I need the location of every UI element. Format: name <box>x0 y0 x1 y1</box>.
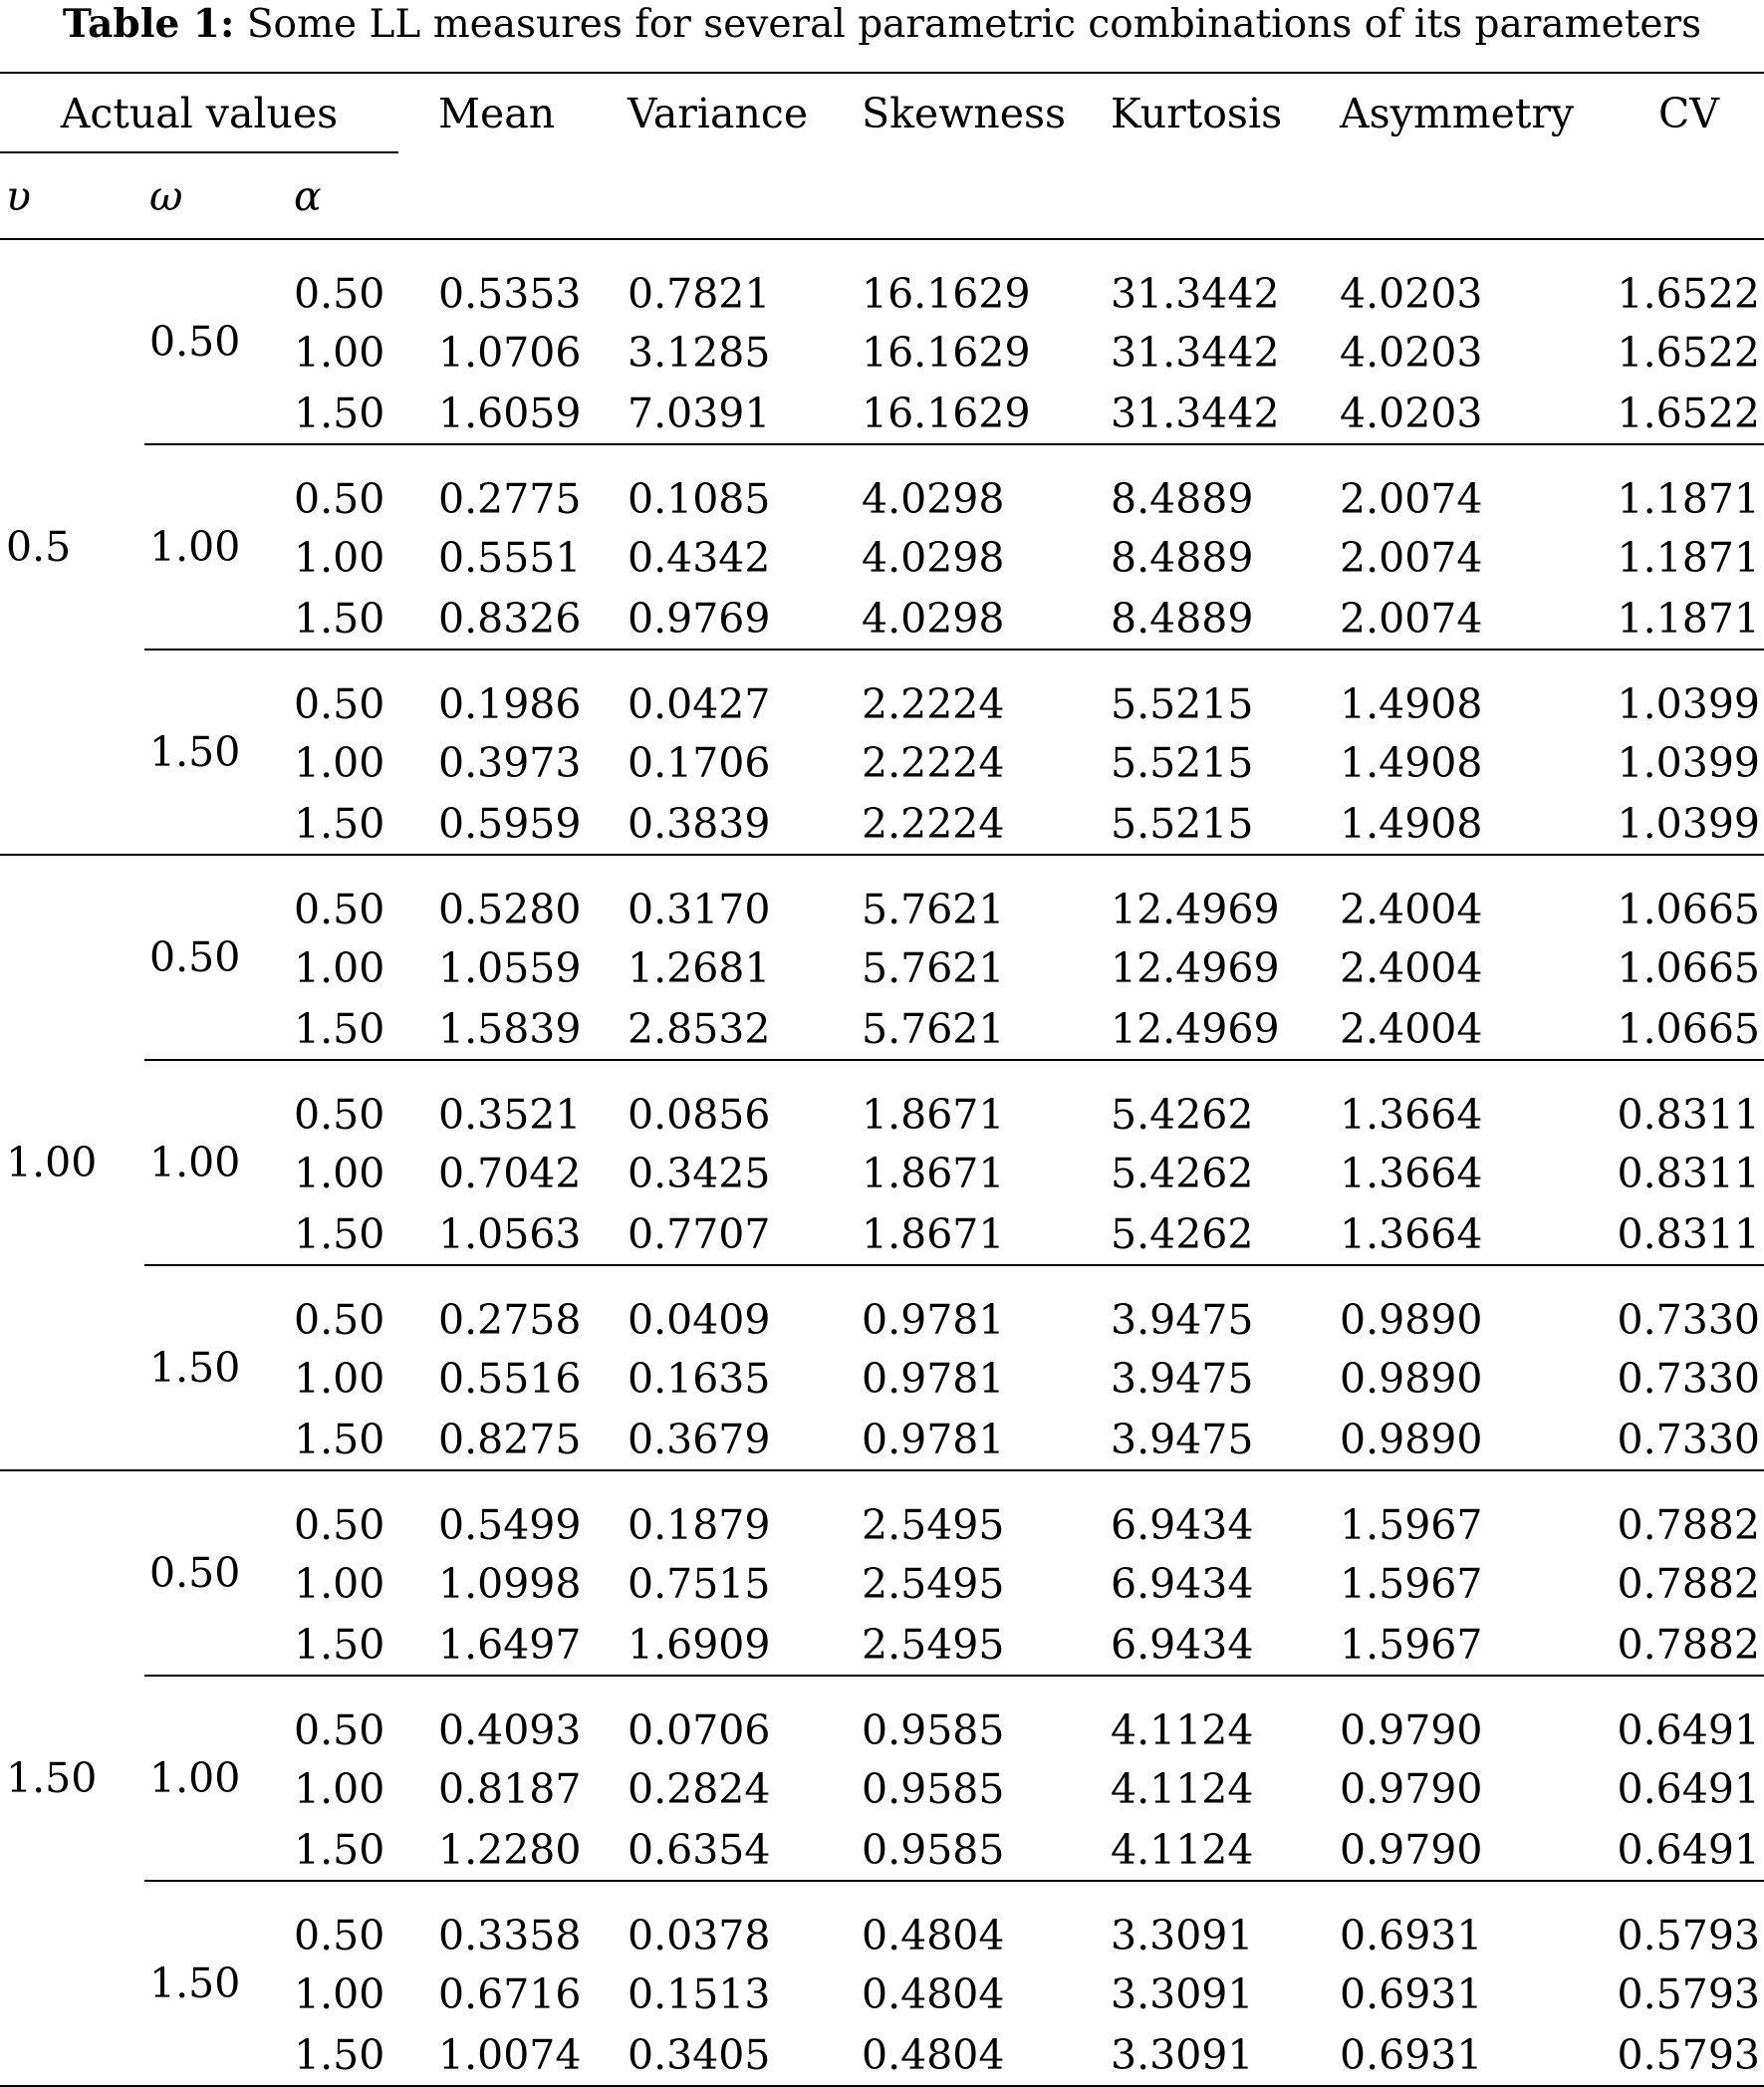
table-row <box>0 444 1764 527</box>
table-row <box>0 1676 1764 1758</box>
omega-cell: 1.50 <box>144 650 294 855</box>
header-omega: ω <box>149 171 183 220</box>
alpha-cell: 0.50 <box>294 855 438 937</box>
alpha-cell: 1.50 <box>294 1004 385 1053</box>
kurtosis-cell: 8.4889 <box>1111 594 1254 643</box>
header-upsilon: υ <box>6 171 31 220</box>
cv-cell: 0.6491 <box>1617 1764 1761 1813</box>
skewness-cell: 5.7621 <box>862 943 1005 992</box>
variance-cell: 7.0391 <box>628 389 771 437</box>
table-body <box>0 239 1764 2086</box>
alpha-cell: 1.50 <box>294 799 385 848</box>
skewness-cell: 5.7621 <box>862 855 1111 937</box>
kurtosis-cell: 8.4889 <box>1111 444 1340 527</box>
variance-cell: 0.3425 <box>628 1149 771 1197</box>
cv-cell: 0.7882 <box>1617 1620 1761 1669</box>
alpha-cell: 1.50 <box>294 1825 385 1874</box>
kurtosis-cell: 5.4262 <box>1111 1209 1254 1258</box>
alpha-cell: 1.00 <box>294 328 385 377</box>
alpha-cell: 1.00 <box>294 943 385 992</box>
skewness-cell: 2.5495 <box>862 1559 1005 1608</box>
variance-cell: 0.1635 <box>628 1354 771 1403</box>
mean-cell: 0.5959 <box>438 799 582 848</box>
variance-cell: 1.6909 <box>628 1620 771 1669</box>
cv-cell: 0.7882 <box>1609 1470 1764 1553</box>
asymmetry-cell: 2.4004 <box>1340 855 1609 937</box>
kurtosis-cell: 3.3091 <box>1111 1881 1340 1963</box>
asymmetry-cell: 1.4908 <box>1340 650 1609 732</box>
mean-cell: 0.2775 <box>438 444 628 527</box>
header-alpha: α <box>294 171 322 220</box>
mean-cell: 0.5516 <box>438 1354 582 1403</box>
measures-table <box>0 72 1764 2087</box>
cv-cell: 0.8311 <box>1617 1209 1761 1258</box>
skewness-cell: 16.1629 <box>862 389 1031 437</box>
header-row-measures <box>0 73 1764 153</box>
kurtosis-cell: 12.4969 <box>1111 855 1340 937</box>
variance-cell: 0.1085 <box>628 444 862 527</box>
variance-cell: 0.7821 <box>628 239 862 322</box>
asymmetry-cell: 1.3664 <box>1340 1209 1483 1258</box>
cv-cell: 1.1871 <box>1617 594 1761 643</box>
variance-cell: 0.4342 <box>628 533 771 582</box>
cv-cell: 0.6491 <box>1617 1825 1761 1874</box>
header-cv: CV <box>1609 73 1764 153</box>
asymmetry-cell: 1.4908 <box>1340 738 1483 787</box>
skewness-cell: 0.9781 <box>862 1265 1111 1348</box>
kurtosis-cell: 31.3442 <box>1111 239 1340 322</box>
cv-cell: 1.0665 <box>1617 943 1761 992</box>
asymmetry-cell: 0.9890 <box>1340 1265 1609 1348</box>
table-row <box>0 1881 1764 1963</box>
alpha-cell: 1.00 <box>294 738 385 787</box>
cv-cell: 0.7882 <box>1617 1559 1761 1608</box>
asymmetry-cell: 1.3664 <box>1340 1060 1609 1143</box>
asymmetry-cell: 0.9890 <box>1340 1415 1483 1463</box>
table-row <box>0 1060 1764 1143</box>
kurtosis-cell: 3.9475 <box>1111 1354 1254 1403</box>
mean-cell: 0.3358 <box>438 1881 628 1963</box>
kurtosis-cell: 5.5215 <box>1111 650 1340 732</box>
upsilon-cell: 1.00 <box>0 855 144 1470</box>
asymmetry-cell: 1.4908 <box>1340 799 1483 848</box>
cv-cell: 1.6522 <box>1617 328 1761 377</box>
mean-cell: 1.2280 <box>438 1825 582 1874</box>
kurtosis-cell: 31.3442 <box>1111 389 1280 437</box>
alpha-cell: 1.00 <box>294 1354 385 1403</box>
cv-cell: 0.7330 <box>1609 1265 1764 1348</box>
omega-cell: 1.00 <box>144 444 294 650</box>
cv-cell: 1.0665 <box>1609 855 1764 937</box>
skewness-cell: 2.2224 <box>862 650 1111 732</box>
mean-cell: 1.0563 <box>438 1209 582 1258</box>
variance-cell: 2.8532 <box>628 1004 771 1053</box>
alpha-cell: 1.50 <box>294 2024 438 2086</box>
cv-cell: 1.1871 <box>1609 444 1764 527</box>
asymmetry-cell: 2.0074 <box>1340 444 1609 527</box>
skewness-cell: 0.9781 <box>862 1354 1005 1403</box>
cv-cell: 0.5793 <box>1617 1969 1761 2018</box>
kurtosis-cell: 8.4889 <box>1111 533 1254 582</box>
cv-cell: 0.6491 <box>1609 1676 1764 1758</box>
skewness-cell: 1.8671 <box>862 1060 1111 1143</box>
cv-cell: 1.0399 <box>1617 799 1761 848</box>
mean-cell: 0.8275 <box>438 1415 582 1463</box>
skewness-cell: 1.8671 <box>862 1209 1005 1258</box>
skewness-cell: 1.8671 <box>862 1149 1005 1197</box>
mean-cell: 1.6497 <box>438 1620 582 1669</box>
skewness-cell: 2.2224 <box>862 799 1005 848</box>
asymmetry-cell: 0.9790 <box>1340 1764 1483 1813</box>
skewness-cell: 0.9585 <box>862 1764 1005 1813</box>
skewness-cell: 0.9781 <box>862 1415 1005 1463</box>
actual-values-header-cell <box>0 73 438 153</box>
mean-cell: 1.0706 <box>438 328 582 377</box>
variance-cell: 0.2824 <box>628 1764 771 1813</box>
alpha-cell: 1.00 <box>294 1149 385 1197</box>
asymmetry-cell: 1.5967 <box>1340 1620 1483 1669</box>
kurtosis-cell: 6.9434 <box>1111 1470 1340 1553</box>
variance-cell: 0.3405 <box>628 2024 862 2086</box>
variance-cell: 0.0706 <box>628 1676 862 1758</box>
cv-cell: 0.7330 <box>1617 1415 1761 1463</box>
skewness-cell: 16.1629 <box>862 328 1031 377</box>
header-variance: Variance <box>628 73 862 153</box>
upsilon-cell: 1.50 <box>0 1470 144 2086</box>
mean-cell: 0.5499 <box>438 1470 628 1553</box>
alpha-cell: 1.00 <box>294 533 385 582</box>
variance-cell: 0.3839 <box>628 799 771 848</box>
variance-cell: 0.7515 <box>628 1559 771 1608</box>
variance-cell: 0.3170 <box>628 855 862 937</box>
kurtosis-cell: 12.4969 <box>1111 943 1280 992</box>
header-skewness: Skewness <box>862 73 1111 153</box>
header-row-params <box>0 153 1764 239</box>
alpha-cell: 0.50 <box>294 650 438 732</box>
skewness-cell: 0.4804 <box>862 2024 1111 2086</box>
cv-cell: 1.1871 <box>1617 533 1761 582</box>
alpha-cell: 0.50 <box>294 1676 438 1758</box>
kurtosis-cell: 6.9434 <box>1111 1620 1254 1669</box>
asymmetry-cell: 0.9790 <box>1340 1825 1483 1874</box>
skewness-cell: 5.7621 <box>862 1004 1005 1053</box>
kurtosis-cell: 5.5215 <box>1111 799 1254 848</box>
variance-cell: 0.6354 <box>628 1825 771 1874</box>
caption-label: Table 1: <box>62 1 235 47</box>
alpha-cell: 0.50 <box>294 444 438 527</box>
table-row <box>0 1265 1764 1348</box>
variance-cell: 1.2681 <box>628 943 771 992</box>
kurtosis-cell: 4.1124 <box>1111 1825 1254 1874</box>
table-container <box>0 72 1764 2087</box>
omega-cell: 1.50 <box>144 1265 294 1470</box>
asymmetry-cell: 1.5967 <box>1340 1559 1483 1608</box>
kurtosis-cell: 5.4262 <box>1111 1149 1254 1197</box>
alpha-cell: 0.50 <box>294 239 438 322</box>
skewness-cell: 2.5495 <box>862 1470 1111 1553</box>
omega-cell: 1.00 <box>144 1676 294 1881</box>
table-row <box>0 239 1764 322</box>
variance-cell: 0.0378 <box>628 1881 862 1963</box>
variance-cell: 0.1879 <box>628 1470 862 1553</box>
cv-cell: 1.0399 <box>1617 738 1761 787</box>
variance-cell: 0.1513 <box>628 1969 771 2018</box>
omega-cell: 0.50 <box>144 1470 294 1676</box>
mean-cell: 0.5353 <box>438 239 628 322</box>
skewness-cell: 2.5495 <box>862 1620 1005 1669</box>
alpha-cell: 1.00 <box>294 1559 385 1608</box>
alpha-cell: 1.00 <box>294 1969 385 2018</box>
alpha-cell: 0.50 <box>294 1470 438 1553</box>
header-asymmetry: Asymmetry <box>1340 73 1609 153</box>
skewness-cell: 0.9585 <box>862 1825 1005 1874</box>
table-row <box>0 650 1764 732</box>
cv-cell: 1.0399 <box>1609 650 1764 732</box>
mean-cell: 0.4093 <box>438 1676 628 1758</box>
variance-cell: 0.0409 <box>628 1265 862 1348</box>
kurtosis-cell: 12.4969 <box>1111 1004 1280 1053</box>
asymmetry-cell: 1.3664 <box>1340 1149 1483 1197</box>
asymmetry-cell: 2.4004 <box>1340 1004 1483 1053</box>
asymmetry-cell: 0.9790 <box>1340 1676 1609 1758</box>
omega-cell: 0.50 <box>144 239 294 444</box>
variance-cell: 0.9769 <box>628 594 771 643</box>
actual-values-header: Actual values <box>0 74 398 153</box>
alpha-cell: 1.50 <box>294 1415 385 1463</box>
variance-cell: 0.0856 <box>628 1060 862 1143</box>
mean-cell: 1.0074 <box>438 2024 628 2086</box>
table-caption <box>0 0 1764 48</box>
cv-cell: 0.8311 <box>1609 1060 1764 1143</box>
asymmetry-cell: 0.6931 <box>1340 1969 1483 2018</box>
kurtosis-cell: 5.4262 <box>1111 1060 1340 1143</box>
alpha-cell: 0.50 <box>294 1060 438 1143</box>
mean-cell: 0.7042 <box>438 1149 582 1197</box>
skewness-cell: 2.2224 <box>862 738 1005 787</box>
kurtosis-cell: 3.3091 <box>1111 1969 1254 2018</box>
cv-cell: 0.5793 <box>1609 2024 1764 2086</box>
cv-cell: 1.0665 <box>1617 1004 1761 1053</box>
skewness-cell: 4.0298 <box>862 533 1005 582</box>
mean-cell: 0.5551 <box>438 533 582 582</box>
kurtosis-cell: 4.1124 <box>1111 1676 1340 1758</box>
table-header <box>0 73 1764 239</box>
mean-cell: 0.2758 <box>438 1265 628 1348</box>
omega-cell: 1.00 <box>144 1060 294 1265</box>
asymmetry-cell: 0.6931 <box>1340 1881 1609 1963</box>
mean-cell: 0.8187 <box>438 1764 582 1813</box>
alpha-cell: 1.50 <box>294 594 385 643</box>
variance-cell: 0.3679 <box>628 1415 771 1463</box>
kurtosis-cell: 31.3442 <box>1111 328 1280 377</box>
alpha-cell: 0.50 <box>294 1881 438 1963</box>
omega-cell: 0.50 <box>144 855 294 1060</box>
kurtosis-cell: 6.9434 <box>1111 1559 1254 1608</box>
variance-cell: 0.1706 <box>628 738 771 787</box>
caption-text: Some LL measures for several parametric combinations of its parameters <box>246 2 1702 47</box>
header-mean: Mean <box>438 73 628 153</box>
asymmetry-cell: 1.5967 <box>1340 1470 1609 1553</box>
cv-cell: 1.6522 <box>1609 239 1764 322</box>
kurtosis-cell: 3.9475 <box>1111 1265 1340 1348</box>
asymmetry-cell: 4.0203 <box>1340 239 1609 322</box>
alpha-cell: 1.50 <box>294 1209 385 1258</box>
kurtosis-cell: 3.3091 <box>1111 2024 1340 2086</box>
variance-cell: 3.1285 <box>628 328 771 377</box>
mean-cell: 0.3973 <box>438 738 582 787</box>
alpha-cell: 1.00 <box>294 1764 385 1813</box>
skewness-cell: 16.1629 <box>862 239 1111 322</box>
asymmetry-cell: 2.0074 <box>1340 533 1483 582</box>
mean-cell: 0.6716 <box>438 1969 582 2018</box>
header-kurtosis: Kurtosis <box>1111 73 1340 153</box>
mean-cell: 0.3521 <box>438 1060 628 1143</box>
skewness-cell: 4.0298 <box>862 594 1005 643</box>
kurtosis-cell: 4.1124 <box>1111 1764 1254 1813</box>
asymmetry-cell: 0.6931 <box>1340 2024 1609 2086</box>
asymmetry-cell: 2.0074 <box>1340 594 1483 643</box>
mean-cell: 0.1986 <box>438 650 628 732</box>
mean-cell: 1.0998 <box>438 1559 582 1608</box>
alpha-cell: 1.50 <box>294 1620 385 1669</box>
cv-cell: 0.7330 <box>1617 1354 1761 1403</box>
omega-cell: 1.50 <box>144 1881 294 2086</box>
asymmetry-cell: 4.0203 <box>1340 389 1483 437</box>
cv-cell: 0.5793 <box>1609 1881 1764 1963</box>
skewness-cell: 0.9585 <box>862 1676 1111 1758</box>
skewness-cell: 4.0298 <box>862 444 1111 527</box>
table-row <box>0 1470 1764 1553</box>
kurtosis-cell: 5.5215 <box>1111 738 1254 787</box>
skewness-cell: 0.4804 <box>862 1881 1111 1963</box>
mean-cell: 1.6059 <box>438 389 582 437</box>
kurtosis-cell: 3.9475 <box>1111 1415 1254 1463</box>
variance-cell: 0.0427 <box>628 650 862 732</box>
asymmetry-cell: 4.0203 <box>1340 328 1483 377</box>
asymmetry-cell: 2.4004 <box>1340 943 1483 992</box>
mean-cell: 0.8326 <box>438 594 582 643</box>
alpha-cell: 1.50 <box>294 389 385 437</box>
cv-cell: 1.6522 <box>1617 389 1761 437</box>
mean-cell: 1.5839 <box>438 1004 582 1053</box>
skewness-cell: 0.4804 <box>862 1969 1005 2018</box>
mean-cell: 0.5280 <box>438 855 628 937</box>
upsilon-cell: 0.5 <box>0 239 144 855</box>
table-row <box>0 855 1764 937</box>
mean-cell: 1.0559 <box>438 943 582 992</box>
variance-cell: 0.7707 <box>628 1209 771 1258</box>
alpha-cell: 0.50 <box>294 1265 438 1348</box>
cv-cell: 0.8311 <box>1617 1149 1761 1197</box>
asymmetry-cell: 0.9890 <box>1340 1354 1483 1403</box>
